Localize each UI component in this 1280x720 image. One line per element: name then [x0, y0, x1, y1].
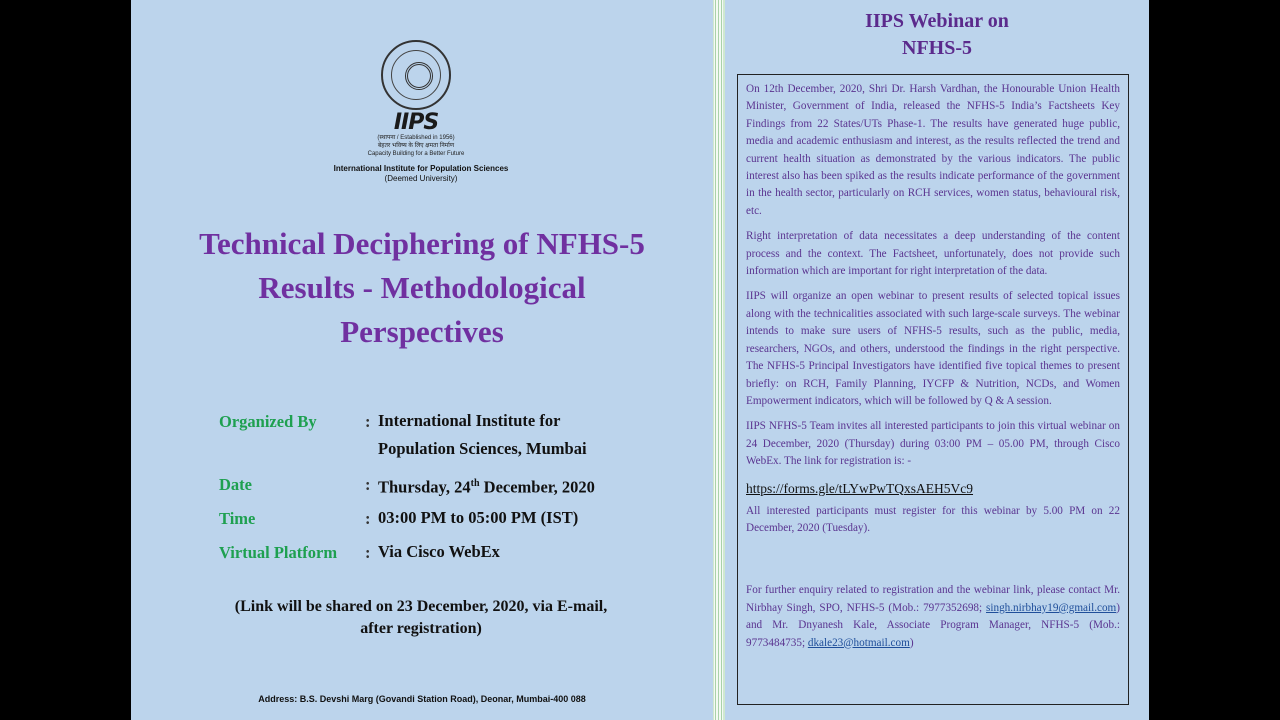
registration-link[interactable]: https://forms.gle/tLYwPwTQxsAEH5Vc9 [746, 480, 974, 496]
institute-name: International Institute for Population Sciences [333, 164, 509, 173]
paragraph-deadline: All interested participants must register for this webinar by 5.00 PM on 22 December, 2020 (Tuesday). [746, 504, 1120, 534]
institute-block [271, 164, 571, 184]
detail-platform [219, 543, 639, 577]
detail-value [378, 470, 595, 502]
event-details [219, 412, 639, 577]
detail-label: Virtual Platform [219, 543, 338, 562]
detail-value: 03:00 PM to 05:00 PM (IST) [378, 508, 579, 527]
left-panel [131, 0, 713, 720]
title-line: Technical Deciphering of NFHS-5 [199, 226, 645, 261]
iips-logo [316, 40, 516, 158]
address: Address: B.S. Devshi Marg (Govandi Station Road), Deonar, Mumbai-400 088 [258, 694, 586, 704]
contact-text: ) [909, 636, 914, 649]
date-suffix: th [470, 478, 480, 489]
email-link-singh[interactable]: singh.nirbhay19@gmail.com [986, 601, 1117, 614]
iips-wordmark: IIPS [393, 110, 439, 135]
flyer-page [131, 0, 1149, 720]
detail-colon: : [365, 475, 371, 494]
spacer [746, 545, 1120, 582]
right-title-line: IIPS Webinar on [865, 10, 1009, 32]
title-line: Perspectives [340, 314, 504, 349]
hindi-tagline: बेहतर भविष्य के लिए क्षमता निर्माण [377, 143, 455, 149]
contact-text: ) and Mr. Dnyanesh Kale, Associate Program Manager, NFHS-5 (Mob.: 9773484735; [746, 601, 1120, 649]
panel-divider [713, 0, 725, 720]
detail-value: Via Cisco WebEx [378, 542, 500, 561]
detail-label: Date [219, 475, 252, 494]
right-title [725, 8, 1149, 62]
detail-colon: : [365, 509, 371, 528]
institute-status: (Deemed University) [384, 174, 458, 183]
established-text: (स्थापना / Established in 1956) [377, 135, 455, 141]
description-box [737, 74, 1129, 705]
note-line: (Link will be shared on 23 December, 2020, via E-mail, [234, 598, 608, 615]
detail-colon: : [365, 543, 371, 562]
iips-seal-icon [381, 40, 451, 110]
paragraph-interpretation: Right interpretation of data necessitates a deep understanding of the content process and the context. The Factsheet, unfortunately, does not provide such information which are important for right interpretation of the data. [746, 230, 1120, 278]
paragraph-contact [746, 582, 1120, 652]
detail-organized-by [219, 412, 639, 475]
detail-colon: : [365, 412, 371, 431]
contact-text: For further enquiry related to registration and the webinar link, please contact Mr. Nirbhay Singh, SPO, NFHS-5 (Mob.: 7977352698; [746, 584, 1120, 614]
detail-label: Organized By [219, 412, 317, 431]
note-line: after registration) [360, 620, 482, 637]
paragraph-announcement: On 12th December, 2020, Shri Dr. Harsh Vardhan, the Honourable Union Health Minister, Government of India, released the NFHS-5 India’s Factsheets Key Findings from 22 States/UTs Phase-1. The results have generated huge public, media and academic enthusiasm and interest, as the results reflected the trend and current health situation as demonstrated by the various indicators. The public interest also has been spiked as the results indicate performance of the government in the health sector, particularly on RCH services, women status, behavioural risk, etc. [746, 83, 1120, 217]
title-line: Results - Methodological [258, 270, 586, 305]
paragraph-webinar: IIPS will organize an open webinar to present results of selected topical issues along with the technicalities associated with such large-scale surveys. The webinar intends to make sure users of NFHS-5 results, such as the public, media, researchers, NGOs, and others, understood the findings in the right perspective. The NFHS-5 Principal Investigators have identified five topical themes to present briefly: on RCH, Family Planning, IYCFP & Nutrition, NCDs, and Women Empowerment indicators, which will be followed by Q & A session. [746, 290, 1120, 407]
detail-value [378, 407, 587, 463]
detail-value-line: International Institute for [378, 411, 561, 430]
date-day: Thursday, 24 [378, 477, 471, 497]
link-note [171, 596, 671, 640]
email-link-kale[interactable]: dkale23@hotmail.com [807, 636, 910, 649]
webinar-title [141, 222, 703, 354]
detail-value-line: Population Sciences, Mumbai [378, 439, 587, 458]
date-month-year: December, 2020 [479, 477, 595, 497]
tagline: Capacity Building for a Better Future [367, 151, 465, 157]
right-panel [725, 0, 1149, 720]
right-title-line: NFHS-5 [902, 37, 972, 59]
detail-label: Time [219, 509, 256, 528]
paragraph-invitation: IIPS NFHS-5 Team invites all interested participants to join this virtual webinar on 24 December, 2020 (Thursday) during 03:00 PM – 05.00 PM, through Cisco WebEx. The link for registration is: - [746, 420, 1120, 468]
